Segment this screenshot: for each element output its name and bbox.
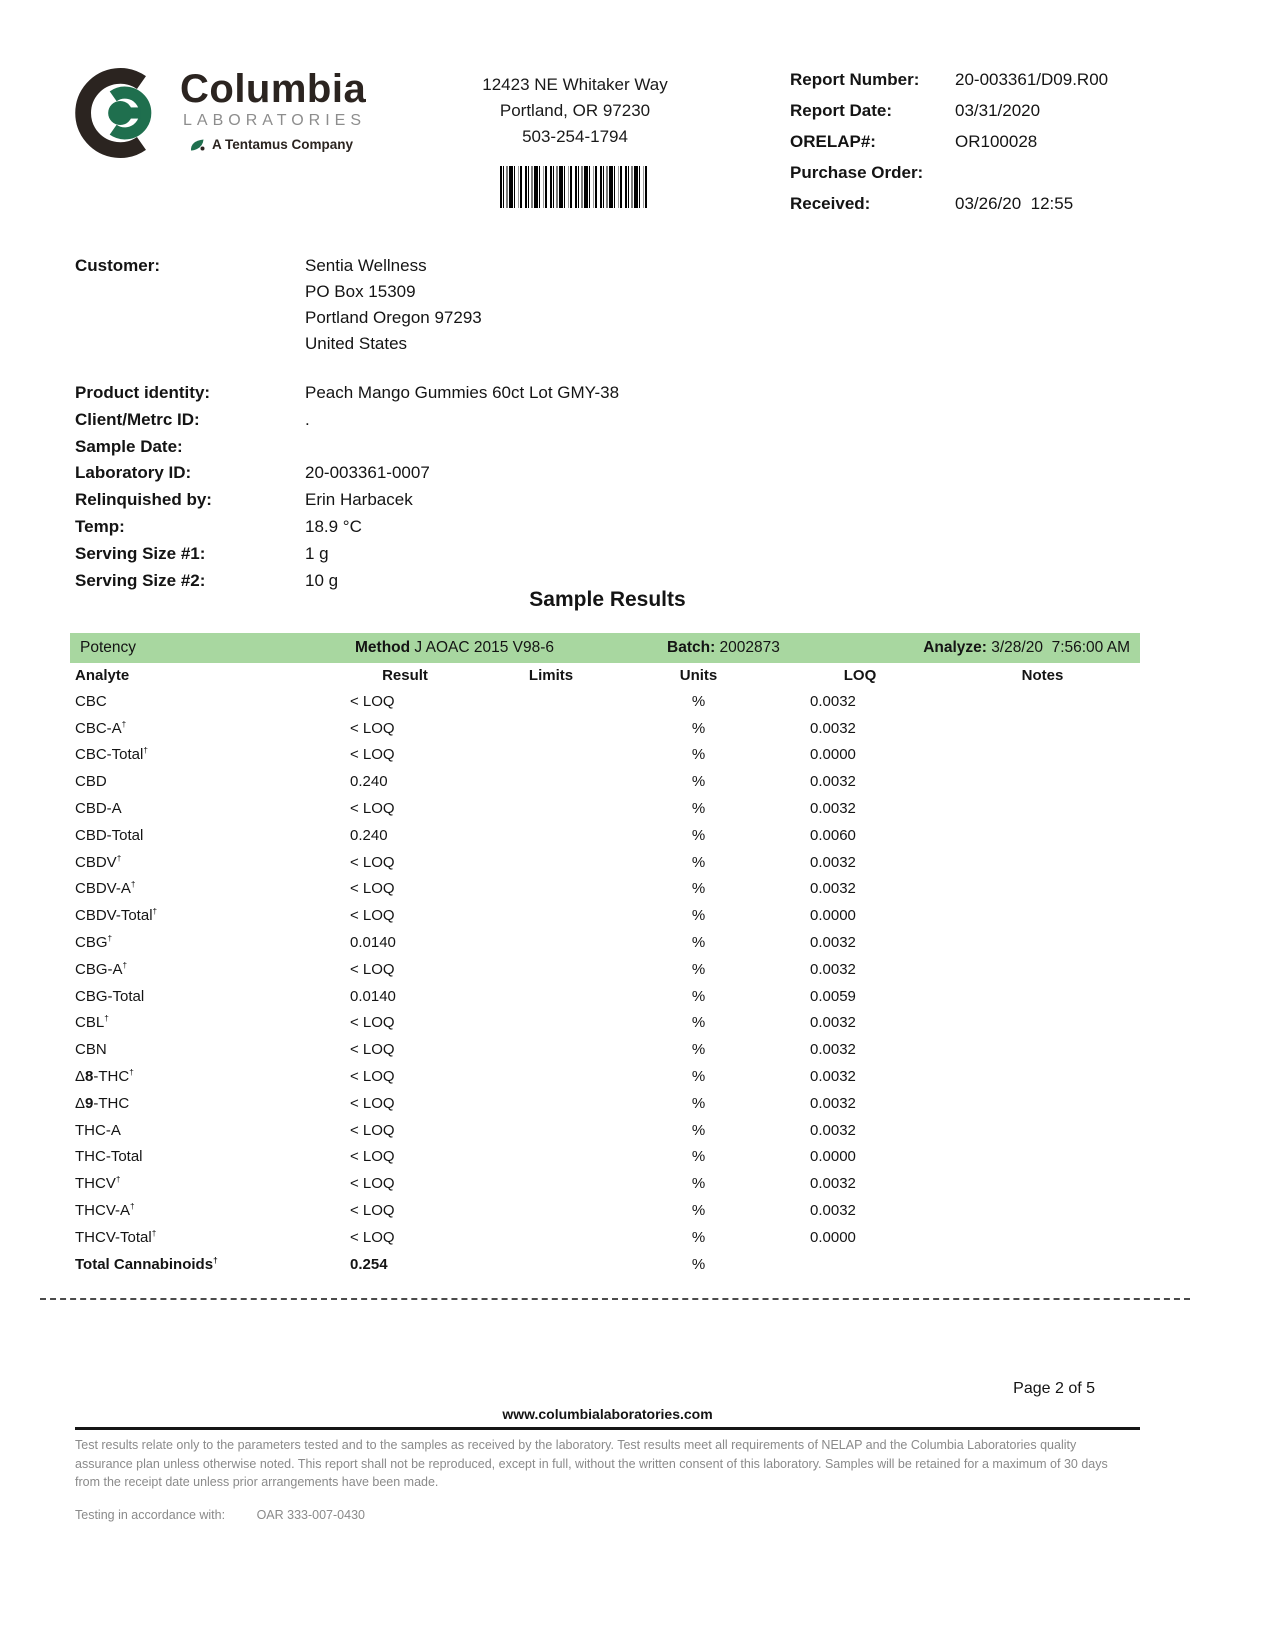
- analyte-name: CBN: [75, 1041, 107, 1059]
- units-value: %: [691, 1014, 706, 1032]
- limits-value: [480, 1197, 622, 1224]
- method-field: [355, 633, 554, 663]
- table-row: [75, 929, 1140, 956]
- brand-tagline: [190, 137, 366, 152]
- units-value: %: [691, 1175, 706, 1193]
- testing-accordance-value: OAR 333-007-0430: [256, 1508, 365, 1522]
- potency-section-bar: [70, 633, 1140, 663]
- units-value: %: [691, 1121, 706, 1139]
- client-metrc-id-label: Client/Metrc ID:: [75, 409, 200, 429]
- limits-value: [480, 795, 622, 822]
- detail-row: [75, 463, 775, 490]
- table-header-row: [75, 662, 1140, 688]
- table-row: [75, 1090, 1140, 1117]
- tagline-label: A Tentamus Company: [212, 137, 354, 152]
- loq-value: 0.0032: [810, 1202, 856, 1220]
- temp-value: 18.9 °C: [305, 516, 362, 536]
- detail-row: [75, 544, 775, 571]
- notes-value: [945, 742, 1140, 769]
- serving-size-2-label: Serving Size #2:: [75, 570, 206, 590]
- result-value: < LOQ: [350, 692, 395, 710]
- analyte-name: CBD-A: [75, 800, 122, 818]
- result-value: < LOQ: [350, 746, 395, 764]
- report-meta-row: [790, 163, 1108, 194]
- method-value: J AOAC 2015 V98-6: [410, 639, 554, 656]
- loq-value: 0.0032: [810, 1014, 856, 1032]
- loq-value: 0.0032: [810, 880, 856, 898]
- analyte-name: CBG-A†: [75, 960, 128, 978]
- serving-size-1-value: 1 g: [305, 543, 329, 563]
- notes-value: [945, 768, 1140, 795]
- notes-value: [945, 1036, 1140, 1063]
- notes-value: [945, 822, 1140, 849]
- notes-value: [945, 715, 1140, 742]
- result-value: 0.240: [350, 826, 388, 844]
- report-meta-row: [790, 132, 1108, 163]
- units-value: %: [691, 960, 706, 978]
- result-value: < LOQ: [350, 800, 395, 818]
- analyte-name: CBC-Total†: [75, 746, 148, 764]
- loq-value: 0.0032: [810, 719, 856, 737]
- loq-value: 0.0032: [810, 1175, 856, 1193]
- loq-value: 0.0032: [810, 1094, 856, 1112]
- lab-address-city: Portland, OR 97230: [499, 101, 651, 120]
- result-value: < LOQ: [350, 960, 395, 978]
- limits-value: [480, 956, 622, 983]
- loq-value: 0.0032: [810, 1121, 856, 1139]
- result-value: < LOQ: [350, 1148, 395, 1166]
- table-row: [75, 688, 1140, 715]
- received-value: 03/26/20 12:55: [955, 194, 1074, 213]
- result-value: < LOQ: [350, 1068, 395, 1086]
- limits-value: [480, 1090, 622, 1117]
- result-value: < LOQ: [350, 907, 395, 925]
- customer-section: [75, 253, 775, 597]
- footer-rule: [75, 1427, 1140, 1430]
- units-value: %: [691, 1068, 706, 1086]
- analyte-name: CBC-A†: [75, 719, 127, 737]
- loq-value: 0.0032: [810, 960, 856, 978]
- result-value: < LOQ: [350, 1202, 395, 1220]
- limits-value: [480, 742, 622, 769]
- report-meta-row: [790, 101, 1108, 132]
- laboratory-id-label: Laboratory ID:: [75, 463, 192, 483]
- limits-value: [480, 1144, 622, 1171]
- customer-address: [305, 253, 482, 357]
- limits-value: [480, 768, 622, 795]
- result-value: < LOQ: [350, 1041, 395, 1059]
- analyze-label: Analyze:: [923, 639, 987, 656]
- temp-label: Temp:: [75, 516, 125, 536]
- table-row: [75, 1224, 1140, 1251]
- notes-value: [945, 688, 1140, 715]
- analyte-name: CBG-Total: [75, 987, 145, 1005]
- units-value: %: [691, 719, 706, 737]
- table-row: [75, 1144, 1140, 1171]
- tentamus-leaf-icon: [190, 137, 207, 152]
- units-value: %: [691, 934, 706, 952]
- columbia-logo-icon: [72, 62, 174, 164]
- orelap-value: OR100028: [955, 132, 1038, 151]
- customer-city: Portland Oregon 97293: [305, 308, 482, 327]
- analyte-name: THCV-Total†: [75, 1228, 157, 1246]
- units-value: %: [691, 1094, 706, 1112]
- units-value: %: [691, 1255, 706, 1273]
- result-value: < LOQ: [350, 1121, 395, 1139]
- relinquished-by-label: Relinquished by:: [75, 490, 212, 510]
- analyte-name: CBDV†: [75, 853, 122, 871]
- limits-value: [480, 715, 622, 742]
- laboratory-id-value: 20-003361-0007: [305, 463, 430, 483]
- client-metrc-id-value: .: [305, 409, 310, 429]
- testing-accordance: [75, 1508, 365, 1522]
- table-row: [75, 1117, 1140, 1144]
- analyze-field: [923, 633, 1130, 663]
- report-meta-row: [790, 70, 1108, 101]
- limits-value: [480, 1117, 622, 1144]
- table-row: [75, 902, 1140, 929]
- units-value: %: [691, 1041, 706, 1059]
- report-meta-block: [790, 70, 1108, 225]
- result-value: < LOQ: [350, 719, 395, 737]
- loq-value: 0.0032: [810, 773, 856, 791]
- sample-details: [75, 383, 775, 597]
- lab-address-street: 12423 NE Whitaker Way: [482, 75, 668, 94]
- batch-label: Batch:: [667, 639, 716, 656]
- analyte-name: Δ8-THC†: [75, 1068, 134, 1086]
- loq-value: 0.0032: [810, 1041, 856, 1059]
- loq-value: 0.0060: [810, 826, 856, 844]
- loq-value: 0.0000: [810, 1148, 856, 1166]
- units-value: %: [691, 800, 706, 818]
- result-value: 0.240: [350, 773, 388, 791]
- notes-value: [945, 1251, 1140, 1278]
- notes-value: [945, 849, 1140, 876]
- analyte-name: Δ9-THC: [75, 1094, 130, 1112]
- loq-value: 0.0000: [810, 746, 856, 764]
- table-row: [75, 983, 1140, 1010]
- notes-value: [945, 1224, 1140, 1251]
- notes-value: [945, 795, 1140, 822]
- table-row: [75, 822, 1140, 849]
- orelap-label: ORELAP#:: [790, 132, 876, 151]
- result-value: < LOQ: [350, 880, 395, 898]
- table-row: [75, 768, 1140, 795]
- company-logo: [72, 62, 366, 164]
- notes-value: [945, 1197, 1140, 1224]
- batch-field: [667, 633, 780, 663]
- result-value: < LOQ: [350, 1175, 395, 1193]
- loq-value: 0.0059: [810, 987, 856, 1005]
- notes-value: [945, 1117, 1140, 1144]
- analyte-name: CBDV-A†: [75, 880, 136, 898]
- analyte-name: CBD-Total: [75, 826, 144, 844]
- detail-row: [75, 490, 775, 517]
- notes-value: [945, 983, 1140, 1010]
- customer-name: Sentia Wellness: [305, 256, 427, 275]
- limits-value: [480, 822, 622, 849]
- table-row: [75, 715, 1140, 742]
- purchase-order-label: Purchase Order:: [790, 163, 924, 182]
- testing-accordance-label: Testing in accordance with:: [75, 1508, 226, 1522]
- customer-row: [75, 253, 775, 357]
- detail-row: [75, 410, 775, 437]
- analyze-value: 3/28/20 7:56:00 AM: [986, 639, 1130, 656]
- results-table: [75, 662, 1140, 1278]
- result-value: 0.0140: [350, 934, 396, 952]
- customer-country: United States: [305, 334, 408, 353]
- product-identity-value: Peach Mango Gummies 60ct Lot GMY-38: [305, 383, 620, 402]
- report-date-label: Report Date:: [790, 101, 893, 120]
- batch-value: 2002873: [715, 639, 780, 656]
- lab-address-block: [445, 72, 705, 208]
- analyte-name: CBG†: [75, 934, 113, 952]
- limits-value: [480, 1170, 622, 1197]
- analyte-name: CBD: [75, 773, 107, 791]
- notes-value: [945, 1144, 1140, 1171]
- table-row: [75, 1251, 1140, 1278]
- loq-value: 0.0032: [810, 692, 856, 710]
- analyte-name: CBDV-Total†: [75, 907, 158, 925]
- brand-sub-name: LABORATORIES: [183, 112, 366, 129]
- table-row: [75, 1063, 1140, 1090]
- analyte-name: THC-A: [75, 1121, 121, 1139]
- col-header-analyte: Analyte: [75, 666, 130, 684]
- report-date-value: 03/31/2020: [955, 101, 1041, 120]
- result-value: < LOQ: [350, 1228, 395, 1246]
- brand-name: Columbia: [180, 67, 367, 111]
- method-label: Method: [355, 639, 411, 656]
- units-value: %: [691, 1202, 706, 1220]
- analyte-name: THCV†: [75, 1175, 121, 1193]
- sample-results-title: Sample Results: [529, 588, 686, 611]
- sample-date-label: Sample Date:: [75, 436, 183, 456]
- limits-value: [480, 1036, 622, 1063]
- result-value: < LOQ: [350, 853, 395, 871]
- detail-row: [75, 517, 775, 544]
- units-value: %: [691, 907, 706, 925]
- col-header-units: Units: [679, 666, 718, 684]
- units-value: %: [691, 880, 706, 898]
- customer-po-box: PO Box 15309: [305, 282, 416, 301]
- loq-value: 0.0032: [810, 800, 856, 818]
- serving-size-1-label: Serving Size #1:: [75, 543, 206, 563]
- logo-text: [180, 62, 366, 152]
- loq-value: 0.0032: [810, 853, 856, 871]
- table-row: [75, 849, 1140, 876]
- customer-label: Customer:: [75, 256, 161, 275]
- limits-value: [480, 983, 622, 1010]
- result-value: < LOQ: [350, 1094, 395, 1112]
- analyte-name: Total Cannabinoids†: [75, 1255, 218, 1273]
- report-number-value: 20-003361/D09.R00: [955, 70, 1109, 89]
- limits-value: [480, 1063, 622, 1090]
- loq-value: 0.0000: [810, 1228, 856, 1246]
- table-row: [75, 956, 1140, 983]
- website-url: www.columbialaboratories.com: [502, 1406, 713, 1422]
- table-row: [75, 1010, 1140, 1037]
- units-value: %: [691, 987, 706, 1005]
- col-header-limits: Limits: [528, 666, 574, 684]
- limits-value: [480, 876, 622, 903]
- disclaimer-text: Test results relate only to the parameters tested and to the samples as received by the laboratory. Test results meet all requirements of NELAP and the Columbia Laboratories quality assurance plan unless otherwise noted. This report shall not be reproduced, except in full, without the written consent of this laboratory. Samples will be retained for a maximum of 30 days from the receipt date unless prior arrangements have been made.: [75, 1438, 1108, 1489]
- received-label: Received:: [790, 194, 871, 213]
- analyte-name: CBC: [75, 692, 107, 710]
- potency-label: Potency: [80, 639, 137, 656]
- units-value: %: [691, 826, 706, 844]
- units-value: %: [691, 1228, 706, 1246]
- limits-value: [480, 929, 622, 956]
- section-separator: [40, 1298, 1190, 1300]
- loq-value: 0.0032: [810, 1068, 856, 1086]
- limits-value: [480, 1010, 622, 1037]
- report-meta-row: [790, 194, 1108, 225]
- relinquished-by-value: Erin Harbacek: [305, 490, 413, 510]
- table-row: [75, 742, 1140, 769]
- result-value: 0.0140: [350, 987, 396, 1005]
- notes-value: [945, 929, 1140, 956]
- notes-value: [945, 1090, 1140, 1117]
- table-row: [75, 1197, 1140, 1224]
- loq-value: [775, 1251, 945, 1278]
- report-number-label: Report Number:: [790, 70, 920, 89]
- notes-value: [945, 1010, 1140, 1037]
- product-identity-label: Product identity:: [75, 383, 211, 402]
- notes-value: [945, 1170, 1140, 1197]
- units-value: %: [691, 853, 706, 871]
- result-value: < LOQ: [350, 1014, 395, 1032]
- analyte-name: CBL†: [75, 1014, 109, 1032]
- limits-value: [480, 688, 622, 715]
- col-header-notes: Notes: [1021, 666, 1064, 684]
- table-row: [75, 795, 1140, 822]
- table-row: [75, 1170, 1140, 1197]
- notes-value: [945, 902, 1140, 929]
- table-row: [75, 1036, 1140, 1063]
- detail-row: [75, 383, 775, 410]
- serving-size-2-value: 10 g: [305, 570, 339, 590]
- results-table-body: [75, 688, 1140, 1278]
- col-header-loq: LOQ: [843, 666, 877, 684]
- lab-phone: 503-254-1794: [522, 127, 628, 146]
- units-value: %: [691, 1148, 706, 1166]
- loq-value: 0.0000: [810, 907, 856, 925]
- col-header-result: Result: [382, 666, 428, 684]
- sample-barcode: [500, 166, 650, 208]
- limits-value: [480, 1251, 622, 1278]
- detail-row: [75, 437, 775, 464]
- limits-value: [480, 849, 622, 876]
- limits-value: [480, 1224, 622, 1251]
- loq-value: 0.0032: [810, 934, 856, 952]
- result-value: 0.254: [350, 1255, 388, 1273]
- notes-value: [945, 956, 1140, 983]
- table-row: [75, 876, 1140, 903]
- analyte-name: THCV-A†: [75, 1202, 135, 1220]
- analyte-name: THC-Total: [75, 1148, 143, 1166]
- notes-value: [945, 1063, 1140, 1090]
- units-value: %: [691, 692, 706, 710]
- units-value: %: [691, 746, 706, 764]
- notes-value: [945, 876, 1140, 903]
- units-value: %: [691, 773, 706, 791]
- page-number: Page 2 of 5: [1013, 1380, 1095, 1397]
- limits-value: [480, 902, 622, 929]
